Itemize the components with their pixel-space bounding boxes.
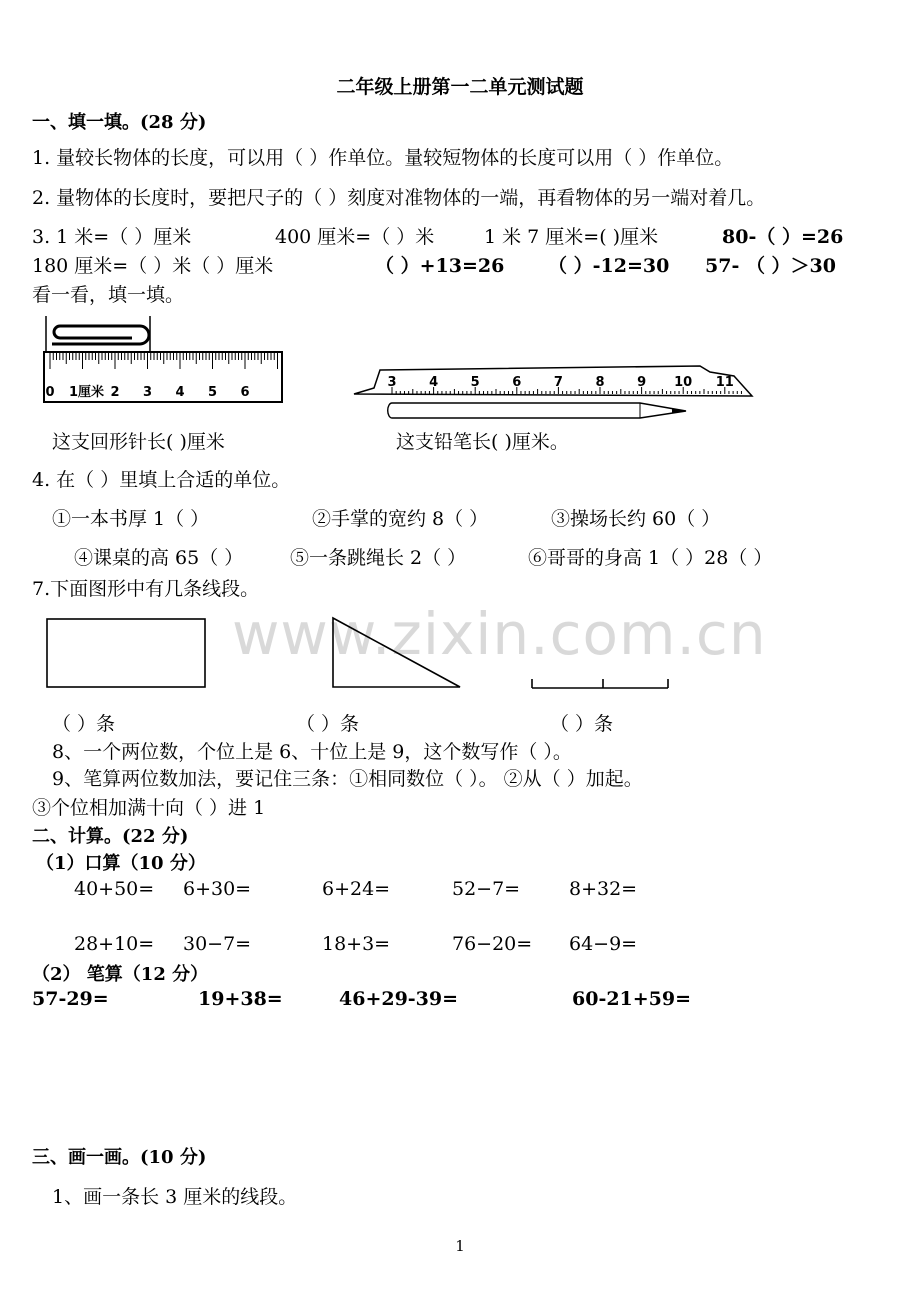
page-number: 1 [455,1237,465,1255]
pencil-icon [388,403,686,418]
question-9-line-2: ③个位相加满十向（ ）进 1 [32,797,266,819]
written-calc-header: （2） 笔算（12 分） [32,964,209,985]
question-3-b: 400 厘米=（ ）米 [275,226,435,248]
shape-3-answer: （ ）条 [550,713,614,735]
shape-1-answer: （ ）条 [52,713,116,735]
oral-calc-4: 52−7= [452,878,521,900]
question-4-item-2: ②手掌的宽约 8（ ） [312,508,489,530]
written-calc-2: 19+38= [198,988,283,1010]
rectangle-shape [47,619,205,687]
question-3-g: （ ）-12=30 [548,255,670,277]
triangle-shape [333,618,460,687]
question-3-f: （ ）+13=26 [375,255,505,277]
oral-calc-1: 40+50= [74,878,155,900]
question-7: 7.下面图形中有几条线段。 [32,578,260,600]
ruler-label: 5 [207,385,218,400]
question-9-line-1: 9、笔算两位数加法，要记住三条：①相同数位（ ）。 ②从（ ）加起。 [52,768,643,790]
oral-calc-10: 64−9= [569,933,638,955]
written-calc-1: 57-29= [32,988,109,1010]
question-4: 4. 在（ ）里填上合适的单位。 [32,469,291,491]
oral-calc-9: 76−20= [452,933,533,955]
ruler-label: 4 [429,375,439,390]
oral-calc-3: 6+24= [322,878,391,900]
question-4-item-4: ④课桌的高 65（ ） [74,547,244,569]
question-4-item-6: ⑥哥哥的身高 1（ ）28（ ） [528,547,773,569]
ruler-label: 5 [470,375,480,390]
ruler-with-pencil [350,356,760,422]
paperclip-icon [46,316,150,354]
ruler-label: 3 [142,385,153,400]
ruler-label: 4 [175,385,185,400]
draw-question-1: 1、画一条长 3 厘米的线段。 [52,1186,298,1208]
watermark: www.zixin.com.cn [232,600,767,668]
section-3-header: 三、画一画。(10 分) [32,1147,207,1168]
ruler-label: 6 [240,385,250,400]
ruler-label: 7 [553,375,563,390]
question-3-a: 3. 1 米=（ ）厘米 [32,226,192,248]
ruler-label: 11 [715,375,734,390]
look-fill-instruction: 看一看，填一填。 [32,284,185,306]
oral-calc-2: 6+30= [183,878,252,900]
pencil-caption: 这支铅笔长( )厘米。 [396,431,569,453]
oral-calc-header: （1）口算（10 分） [36,853,206,874]
ruler-label: 0 [45,385,55,400]
question-3-e: 180 厘米=（ ）米（ ）厘米 [32,255,274,277]
ruler-label: 10 [674,375,693,390]
ruler-label: 2 [110,385,120,400]
question-4-item-1: ①一本书厚 1（ ） [52,508,210,530]
question-3-d: 80-（ ）=26 [722,226,844,248]
ruler-label: 3 [387,375,397,390]
page-title: 二年级上册第一二单元测试题 [336,76,584,98]
question-4-item-5: ⑤一条跳绳长 2（ ） [290,547,467,569]
shape-2-answer: （ ）条 [296,713,360,735]
line-segments-shape [532,679,668,688]
question-4-item-3: ③操场长约 60（ ） [551,508,721,530]
ruler-label: 9 [637,375,647,390]
ruler-label: 6 [512,375,522,390]
written-calc-3: 46+29-39= [339,988,459,1010]
ruler-label: 1厘米 [68,385,105,400]
section-2-header: 二、计算。(22 分) [32,826,189,847]
written-calc-4: 60-21+59= [572,988,692,1010]
oral-calc-7: 30−7= [183,933,252,955]
paperclip-caption: 这支回形针长( )厘米 [52,431,225,453]
oral-calc-5: 8+32= [569,878,638,900]
question-3-c: 1 米 7 厘米=( )厘米 [484,226,659,248]
question-8: 8、一个两位数，个位上是 6、十位上是 9，这个数写作（ ）。 [52,741,572,763]
question-3-h: 57- （ ）＞30 [705,255,836,277]
shapes-figure [40,612,680,696]
question-2: 2. 量物体的长度时，要把尺子的（ ）刻度对准物体的一端，再看物体的另一端对着几。 [32,187,766,209]
section-1-header: 一、填一填。(28 分) [32,112,207,133]
oral-calc-6: 28+10= [74,933,155,955]
oral-calc-8: 18+3= [322,933,391,955]
ruler-label: 8 [595,375,605,390]
ruler-with-paperclip [40,314,290,406]
question-1: 1. 量较长物体的长度，可以用（ ）作单位。量较短物体的长度可以用（ ）作单位。 [32,147,734,169]
